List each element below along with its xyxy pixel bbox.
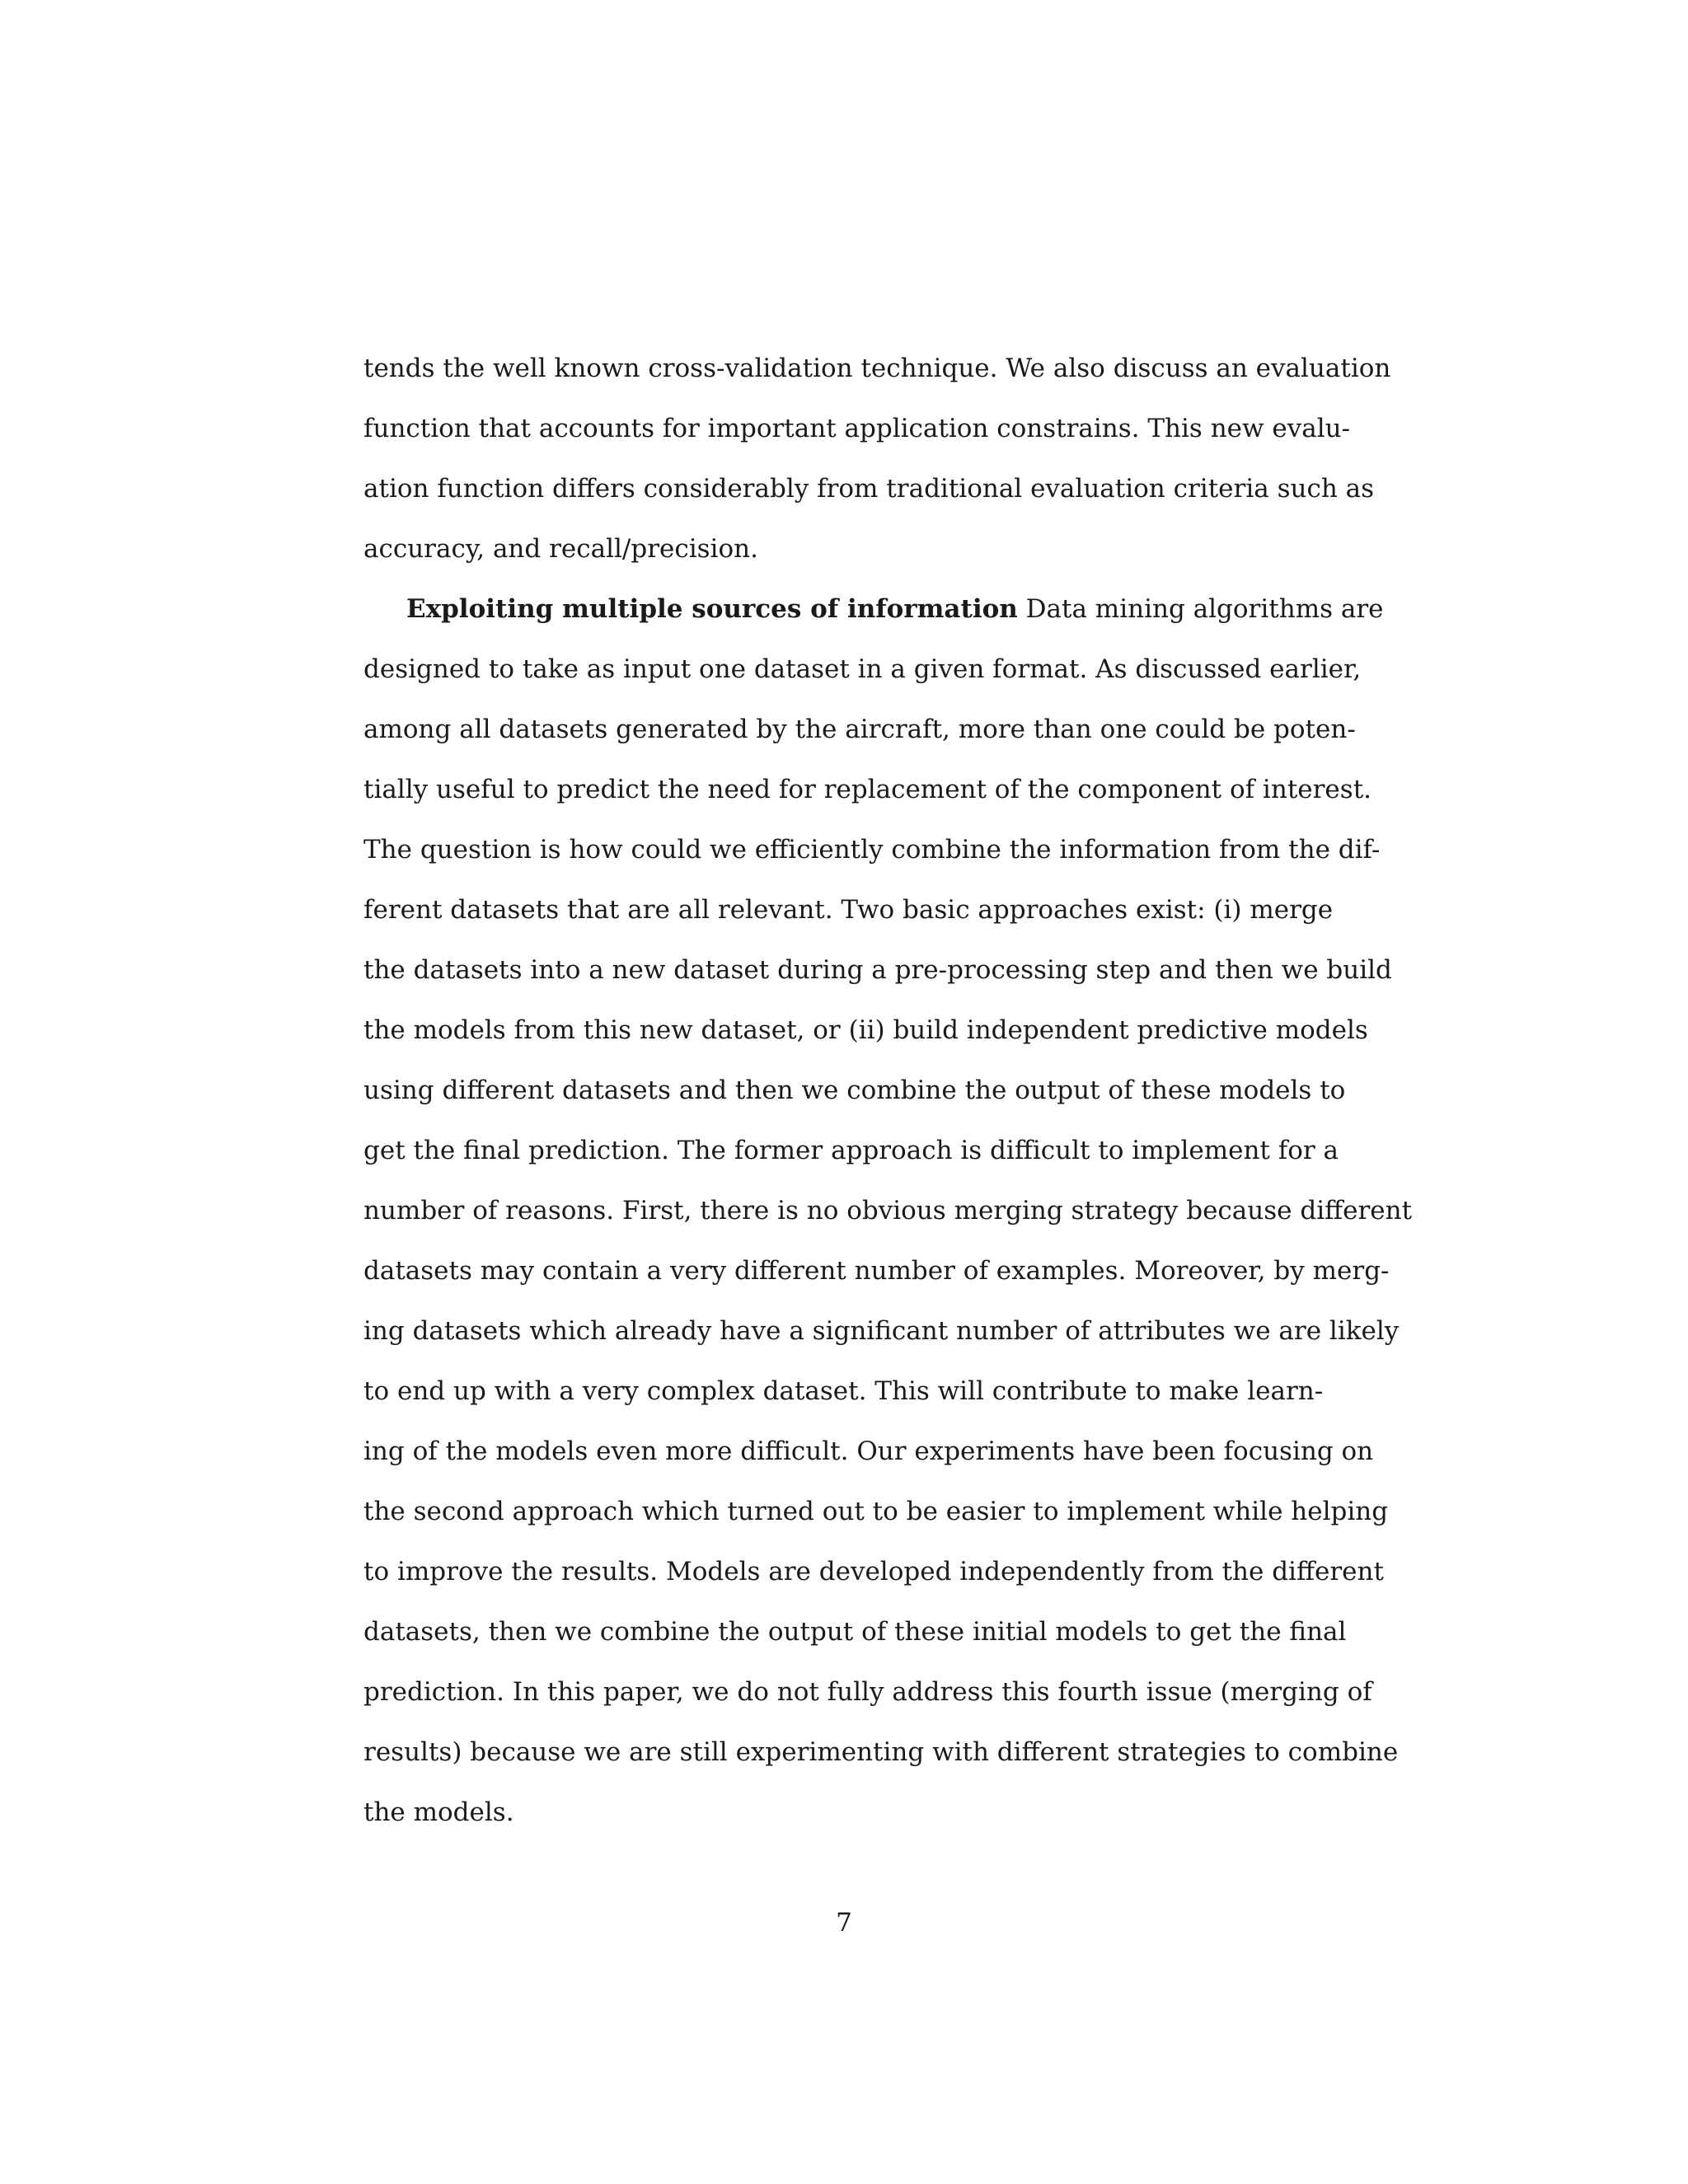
text-line: ferent datasets that are all relevant. Two basic approaches exist: (i) merge [363, 895, 1334, 925]
text-line: datasets may contain a very different number of examples. Moreover, by merg- [363, 1256, 1390, 1286]
text-line: the datasets into a new dataset during a pre-processing step and then we build [363, 955, 1392, 985]
paragraph-heading-line [363, 579, 1384, 640]
text-line: to improve the results. Models are developed independently from the different [363, 1557, 1384, 1586]
text-line: get the final prediction. The former approach is difficult to implement for a [363, 1136, 1339, 1165]
text-line: prediction. In this paper, we do not fully address this fourth issue (merging of [363, 1677, 1372, 1707]
text-line: datasets, then we combine the output of these initial models to get the final [363, 1617, 1347, 1647]
page-number: 7 [836, 1908, 852, 1938]
text-line: using different datasets and then we combine the output of these models to [363, 1076, 1346, 1105]
text-line: The question is how could we efficiently combine the information from the dif- [363, 835, 1381, 865]
text-line: the models. [363, 1797, 514, 1827]
text-line: tends the well known cross-validation technique. We also discuss an evaluation [363, 354, 1391, 383]
paragraph-heading: Exploiting multiple sources of information [406, 594, 1018, 624]
text-line: ing datasets which already have a significant number of attributes we are likely [363, 1316, 1400, 1346]
text-line: to end up with a very complex dataset. This will contribute to make learn- [363, 1376, 1324, 1406]
text-line: among all datasets generated by the aircraft, more than one could be poten- [363, 715, 1356, 744]
text-line: the models from this new dataset, or (ii) build independent predictive models [363, 1015, 1368, 1045]
text-line: number of reasons. First, there is no obvious merging strategy because different [363, 1196, 1413, 1226]
text-line: tially useful to predict the need for replacement of the component of interest. [363, 775, 1372, 804]
text-fragment: Data mining algorithms are [1025, 594, 1384, 624]
text-line: designed to take as input one dataset in a given format. As discussed earlier, [363, 654, 1362, 684]
text-line: function that accounts for important application constrains. This new evalu- [363, 414, 1351, 443]
text-line: accuracy, and recall/precision. [363, 534, 758, 564]
body-text [363, 339, 1413, 1843]
text-line: the second approach which turned out to be easier to implement while helping [363, 1497, 1389, 1526]
text-line: ing of the models even more difficult. Our experiments have been focusing on [363, 1436, 1374, 1466]
text-line: results) because we are still experimenting with different strategies to combine [363, 1737, 1399, 1767]
text-line: ation function differs considerably from traditional evaluation criteria such as [363, 474, 1375, 504]
